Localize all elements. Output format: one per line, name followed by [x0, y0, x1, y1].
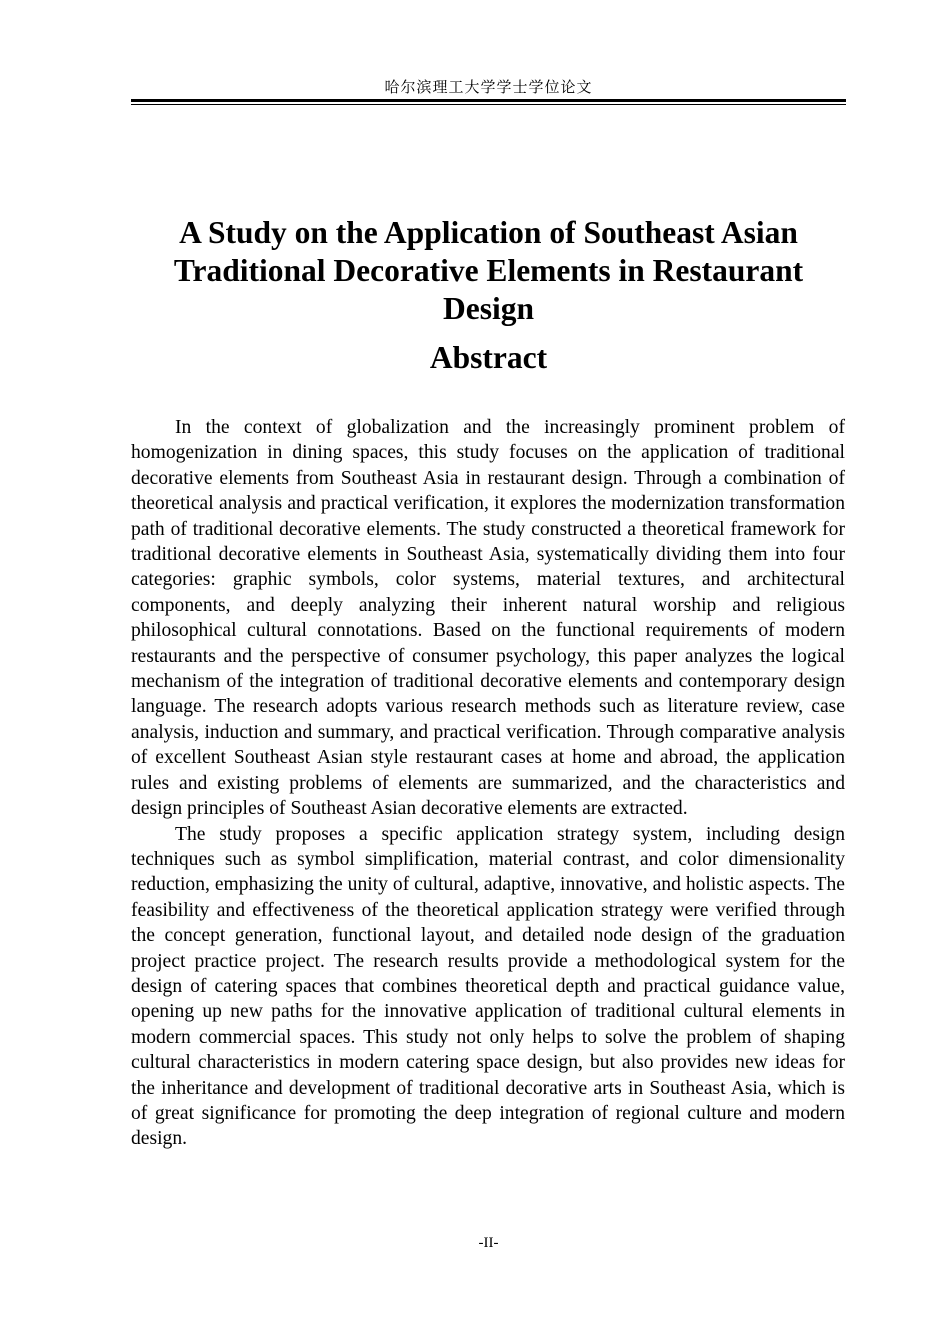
header-rule-thick	[131, 99, 846, 102]
paper-title: A Study on the Application of Southeast Asian Traditional Decorative Elements in Restaurant Design	[173, 215, 804, 326]
abstract-body	[131, 415, 845, 1152]
abstract-paragraph-1: In the context of globalization and the increasingly prominent problem of homogenization in dining spaces, this study focuses on the application of traditional decorative elements from Southeast Asia in restaurant design. Through a combination of theoretical analysis and practical verification, it explores the modernization transformation path of traditional decorative elements. The study constructed a theoretical framework for traditional decorative elements in Southeast Asia, systematically dividing them into four categories: graphic symbols, color systems, material textures, and architectural components, and deeply analyzing their inherent natural worship and religious philosophical cultural connotations. Based on the functional requirements of modern restaurants and the perspective of consumer psychology, this paper analyzes the logical mechanism of the integration of traditional decorative elements and contemporary design language. The research adopts various research methods such as literature review, case analysis, induction and summary, and practical verification. Through comparative analysis of excellent Southeast Asian style restaurant cases at home and abroad, the application rules and existing problems of elements are summarized, and the characteristics and design principles of Southeast Asian decorative elements are extracted.	[131, 417, 845, 820]
abstract-paragraph-2: The study proposes a specific application strategy system, including design techniques such as symbol simplification, material contrast, and color dimensionality reduction, emphasizing the unity of cultural, adaptive, innovative, and holistic aspects. The feasibility and effectiveness of the theoretical application strategy were verified through the concept generation, functional layout, and detailed node design of the graduation project practice project. The research results provide a methodological system for the design of catering spaces that combines theoretical depth and practical guidance value, opening up new paths for the innovative application of traditional cultural elements in modern commercial spaces. This study not only helps to solve the problem of shaping cultural characteristics in modern catering space design, but also provides new ideas for the inheritance and development of traditional decorative arts in Southeast Asia, which is of great significance for promoting the deep integration of regional culture and modern design.	[131, 823, 845, 1150]
page-number: -II-	[478, 1235, 499, 1251]
abstract-heading: Abstract	[429, 340, 548, 375]
header-rule-thin	[131, 104, 846, 105]
running-header: 哈尔滨理工大学学士学位论文	[384, 78, 593, 96]
